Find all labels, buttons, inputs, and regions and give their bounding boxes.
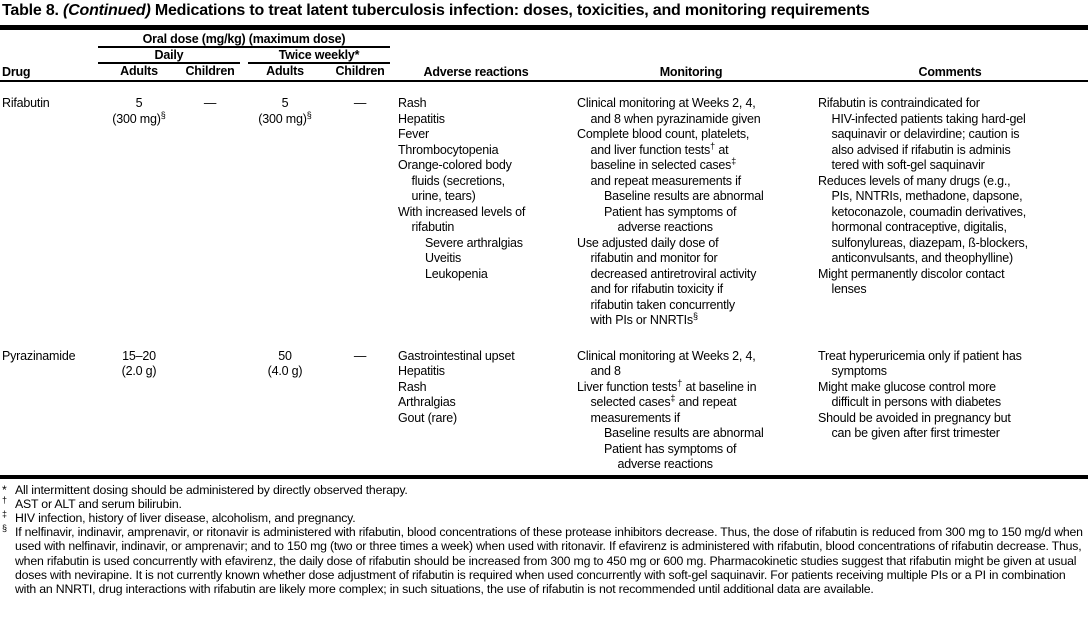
text-line: saquinavir or delavirdine; caution is: [831, 127, 1020, 141]
footnote-text: If nelfinavir, indinavir, amprenavir, or ritonavir is administered with rifabutin, blood concentrations of these protease inhibitors decrease. Thus, the dose of rifabutin is reduced from 300 mg to 150 mg/d when used with nelfinavir, indinavir, or amprenavir; and to 150 mg (two or three times a week) when used with ritonavir. If efavirenz is administered with rifabutin, blood concentrations of rifabutin decrease. Thus, when rifabutin is used concurrently with efavirenz, the daily dose of rifabutin should be increased from 300 mg to 450 mg or 600 mg. Pharmacokinetic studies suggest that rifabutin might be given at usual doses with nevirapine. It is not currently known whether dose adjustment of rifabutin is required when used concurrently with soft-gel saquinavir. For patients receiving multiple PIs or a PI in combination with an NNRTI, drug interactions with rifabutin are likely more complex; in such situations, the use of rifabutin is not recommended until additional data are available.: [15, 525, 1083, 596]
text-line: adverse reactions: [617, 457, 713, 471]
dose-daily-adults: [98, 96, 180, 329]
dose-daily-children: [180, 96, 240, 329]
col-header-daily-children: Children: [185, 63, 235, 78]
text-line: can be given after first trimester: [831, 426, 1000, 440]
text-line: Leukopenia: [425, 266, 488, 281]
text-line: Complete blood count, platelets,: [577, 127, 750, 141]
text-line: and liver function tests† at: [590, 140, 729, 157]
footnote-marker: †: [2, 494, 8, 505]
text-line: —: [353, 96, 367, 110]
footnote: [2, 494, 1086, 511]
text-line: 15–20: [122, 348, 156, 363]
table-title-continued: (Continued): [63, 2, 151, 19]
col-header-oral-dose: Oral dose (mg/kg) (maximum dose): [98, 32, 390, 48]
table-row: [0, 349, 1088, 473]
text-line: tered with soft-gel saquinavir: [831, 158, 985, 172]
text-line: fluids (secretions,: [411, 173, 505, 188]
dose-frequency-row: [98, 48, 390, 64]
text-line: Patient has symptoms of: [604, 204, 737, 219]
text-line: (300 mg)§: [258, 109, 312, 126]
text-line: and repeat measurements if: [590, 173, 741, 188]
text-line: with PIs or NNRTIs§: [590, 310, 698, 327]
text-line: adverse reactions: [617, 220, 713, 234]
text-line: —: [353, 348, 367, 363]
col-header-comments: Comments: [918, 64, 982, 79]
text-line: urine, tears): [411, 189, 476, 203]
footnotes: [0, 479, 1088, 597]
text-line: Rash: [398, 96, 427, 110]
monitoring-cell: [570, 349, 812, 473]
text-line: measurements if: [590, 410, 680, 425]
text-line: selected cases‡ and repeat: [590, 392, 737, 409]
text-line: Thrombocytopenia: [398, 142, 499, 157]
text-line: rifabutin taken concurrently: [590, 297, 735, 312]
text-line: Treat hyperuricemia only if patient has: [818, 348, 1022, 363]
text-line: Use adjusted daily dose of: [577, 235, 719, 250]
col-group-oral-dose: [98, 32, 390, 78]
comments-cell: [812, 96, 1088, 329]
col-header-daily-adults: Adults: [120, 63, 158, 78]
table-title-text: Medications to treat latent tuberculosis infection: doses, toxicities, and monitoring requirements: [154, 2, 870, 19]
table-title: [0, 0, 1088, 20]
footnote: [2, 483, 1086, 497]
text-line: Baseline results are abnormal: [604, 426, 764, 440]
col-header-twice-weekly: Twice weekly*: [248, 48, 390, 64]
text-line: Severe arthralgias: [425, 235, 523, 250]
adverse-reactions-cell: [390, 349, 570, 473]
adverse-reactions-cell: [390, 96, 570, 329]
dose-daily-children: [180, 349, 240, 473]
col-header-monitoring: Monitoring: [659, 64, 723, 79]
text-line: (300 mg)§: [112, 109, 166, 126]
text-line: and for rifabutin toxicity if: [590, 282, 723, 296]
text-line: PIs, NNTRIs, methadone, dapsone,: [831, 189, 1023, 203]
text-line: Fever: [398, 127, 429, 141]
dose-twice-children: [330, 96, 390, 329]
drug-name-cell: [0, 96, 98, 329]
text-line: Reduces levels of many drugs (e.g.,: [818, 173, 1011, 188]
text-line: hormonal contraceptive, digitalis,: [831, 220, 1007, 234]
text-line: HIV-infected patients taking hard-gel: [831, 111, 1026, 126]
text-line: Clinical monitoring at Weeks 2, 4,: [577, 348, 756, 363]
text-line: Pyrazinamide: [2, 348, 76, 363]
table-body: [0, 96, 1088, 473]
table-header: [0, 30, 1088, 80]
text-line: and 8: [590, 364, 621, 378]
text-line: Gastrointestinal upset: [398, 348, 515, 363]
text-line: baseline in selected cases‡: [590, 155, 737, 172]
header-rule: [0, 80, 1088, 83]
text-line: Liver function tests† at baseline in: [577, 377, 757, 394]
text-line: With increased levels of: [398, 204, 526, 219]
text-line: 50: [278, 348, 292, 363]
text-line: Orange-colored body: [398, 158, 512, 172]
text-line: lenses: [831, 282, 867, 296]
text-line: rifabutin and monitor for: [590, 251, 718, 265]
text-line: and 8 when pyrazinamide given: [590, 111, 761, 126]
text-line: Rash: [398, 379, 427, 394]
text-line: 5: [281, 96, 289, 110]
table-row: [0, 96, 1088, 329]
dose-subcolumns-row: [98, 64, 390, 78]
footnote-text: All intermittent dosing should be administered by directly observed therapy.: [15, 482, 408, 497]
text-line: Rifabutin: [2, 96, 50, 110]
col-header-drug: Drug: [2, 64, 31, 79]
text-line: Arthralgias: [398, 395, 456, 409]
dose-twice-children: [330, 349, 390, 473]
dose-twice-adults: [240, 96, 330, 329]
text-line: —: [203, 96, 217, 110]
text-line: rifabutin: [411, 220, 455, 234]
text-line: Might make glucose control more: [818, 379, 996, 394]
footnote-marker: *: [2, 482, 7, 497]
text-line: Might permanently discolor contact: [818, 266, 1005, 281]
text-line: 5: [135, 96, 143, 110]
footnote: [2, 508, 1086, 525]
dose-twice-adults: [240, 349, 330, 473]
col-header-adverse-reactions: Adverse reactions: [423, 64, 529, 79]
text-line: symptoms: [831, 364, 887, 378]
text-line: Clinical monitoring at Weeks 2, 4,: [577, 96, 756, 110]
drug-name-cell: [0, 349, 98, 473]
text-line: Gout (rare): [398, 410, 457, 425]
col-header-daily: Daily: [98, 48, 240, 64]
text-line: (2.0 g): [121, 364, 157, 378]
dose-daily-adults: [98, 349, 180, 473]
text-line: Baseline results are abnormal: [604, 189, 764, 203]
text-line: Should be avoided in pregnancy but: [818, 410, 1011, 425]
monitoring-cell: [570, 96, 812, 329]
footnote-marker: §: [2, 523, 8, 534]
col-header-twice-children: Children: [335, 63, 385, 78]
text-line: Uveitis: [425, 251, 462, 265]
text-line: Rifabutin is contraindicated for: [818, 96, 980, 110]
text-line: difficult in persons with diabetes: [831, 395, 1001, 409]
text-line: Hepatitis: [398, 364, 445, 378]
text-line: anticonvulsants, and theophylline): [831, 251, 1014, 265]
footnote-marker: ‡: [2, 508, 8, 519]
text-line: Patient has symptoms of: [604, 441, 737, 456]
text-line: (4.0 g): [267, 364, 303, 378]
text-line: Hepatitis: [398, 111, 445, 126]
footnote: [2, 525, 1086, 596]
text-line: sulfonylureas, diazepam, ß-blockers,: [831, 235, 1028, 250]
text-line: ketoconazole, coumadin derivatives,: [831, 204, 1027, 219]
footnote-text: AST or ALT and serum bilirubin.: [15, 496, 182, 511]
text-line: also advised if rifabutin is adminis: [831, 142, 1011, 157]
text-line: decreased antiretroviral activity: [590, 266, 757, 281]
table-title-label: Table 8.: [2, 2, 59, 19]
footnote-text: HIV infection, history of liver disease, alcoholism, and pregnancy.: [15, 510, 356, 525]
comments-cell: [812, 349, 1088, 473]
col-header-twice-adults: Adults: [266, 63, 304, 78]
